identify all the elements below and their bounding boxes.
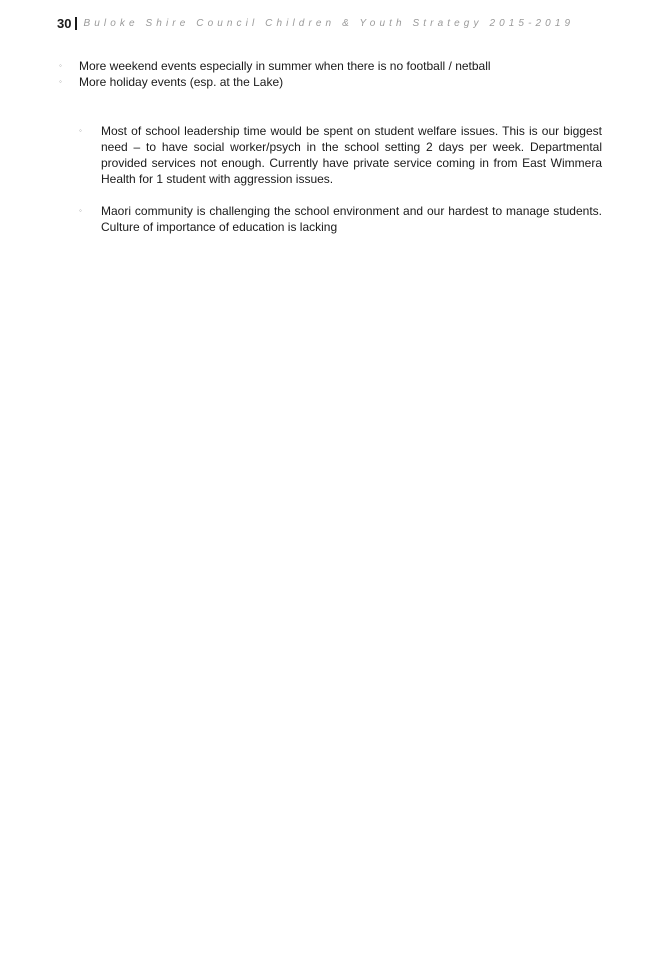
list-item <box>79 203 602 235</box>
bullet-icon: ◦ <box>59 61 62 70</box>
document-title: Buloke Shire Council Children & Youth Strategy 2015-2019 <box>83 17 575 29</box>
bullet-icon: ◦ <box>79 206 82 215</box>
list-item-text: Most of school leadership time would be spent on student welfare issues. This is our biggest need – to have social worker/psych in the school setting 2 days per week. Departmental provided services not enough. Currently have private service coming in from East Wimmera Health for 1 student with aggression issues. <box>101 124 602 186</box>
bullet-icon: ◦ <box>79 126 82 135</box>
list-item-text: More weekend events especially in summer when there is no football / netball <box>79 59 491 73</box>
bullet-list-top <box>57 58 617 90</box>
page-number: 30 <box>57 15 72 31</box>
list-item <box>79 123 602 187</box>
header-separator <box>75 17 77 30</box>
bullet-list-indented <box>79 123 602 251</box>
list-item-text: More holiday events (esp. at the Lake) <box>79 75 284 89</box>
page-header <box>57 13 574 33</box>
list-item-text: Maori community is challenging the school environment and our hardest to manage students. Culture of importance of education is lacking <box>101 204 602 234</box>
list-item <box>57 74 617 90</box>
bullet-icon: ◦ <box>59 77 62 86</box>
list-item <box>57 58 617 74</box>
